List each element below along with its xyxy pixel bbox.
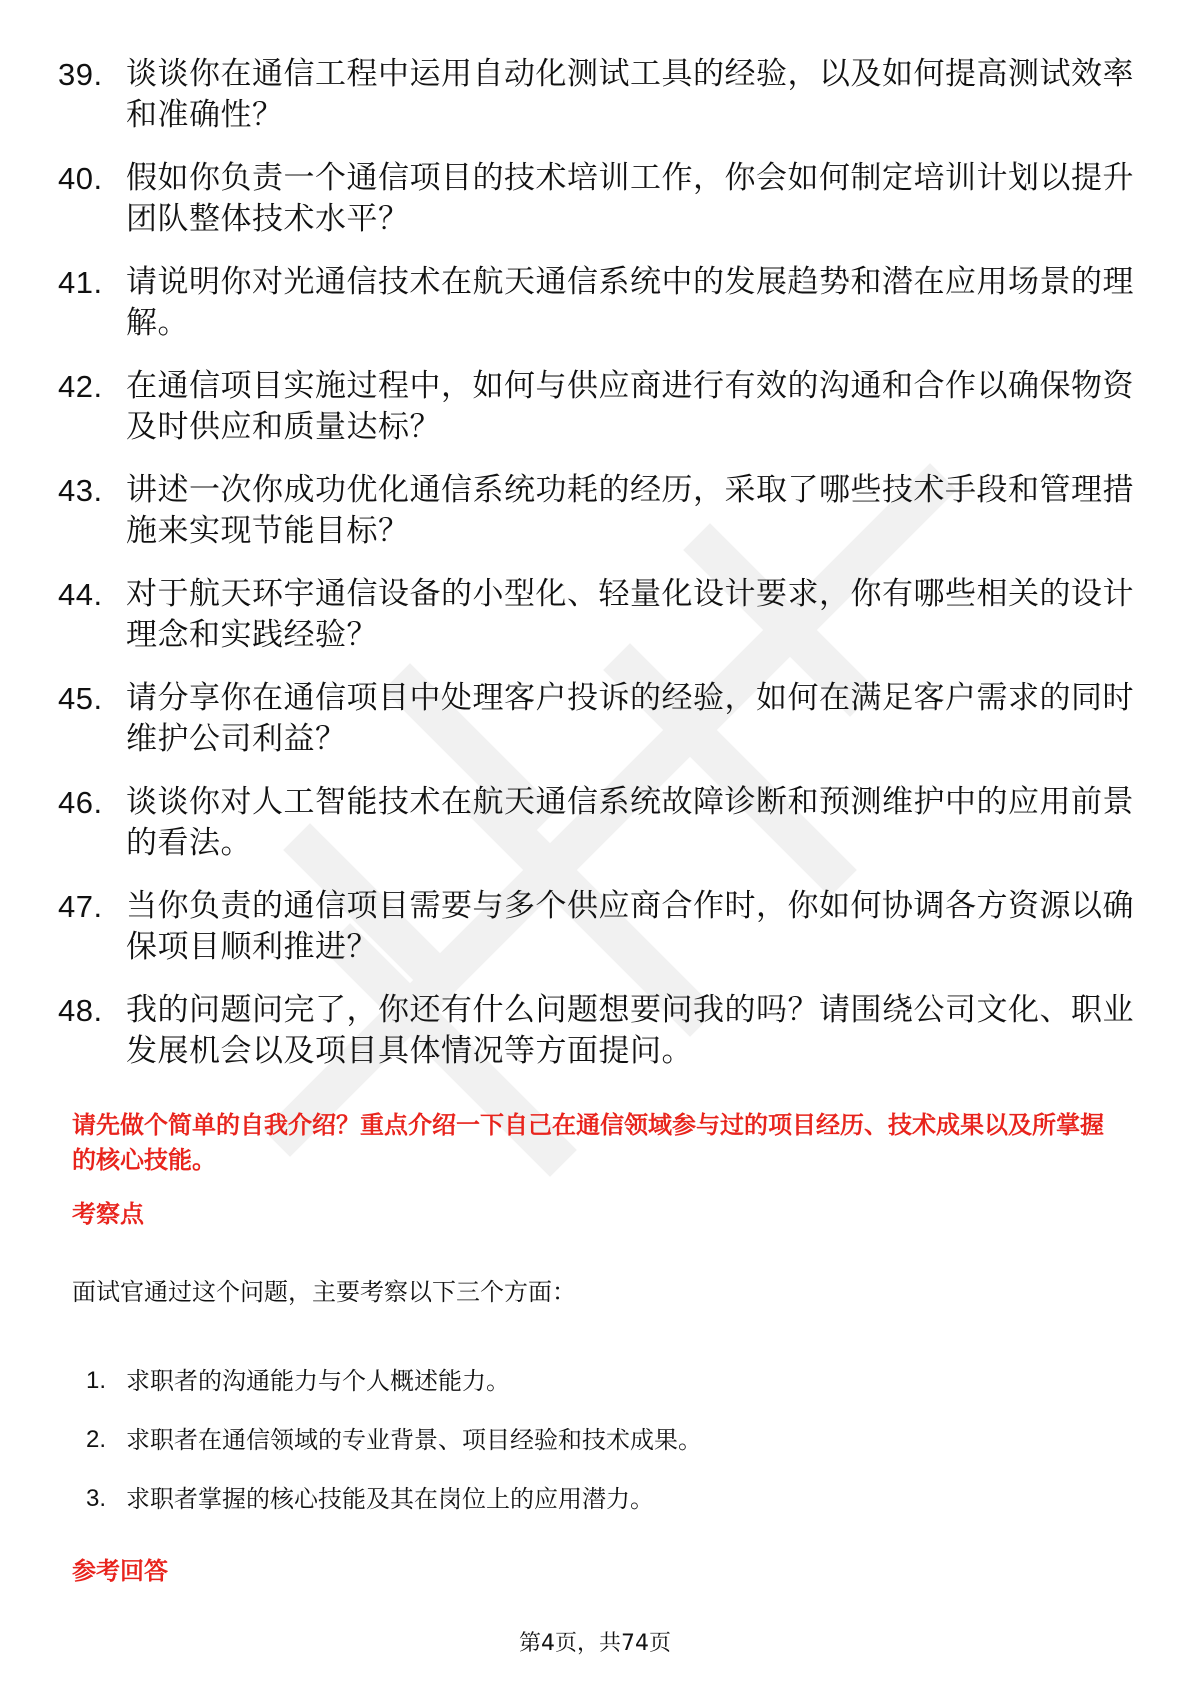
- question-text: 在通信项目实施过程中，如何与供应商进行有效的沟通和合作以确保物资及时供应和质量达标？: [126, 368, 1134, 445]
- question-item: [58, 990, 1138, 1072]
- question-item: [58, 678, 1138, 760]
- question-item: [58, 262, 1138, 344]
- focus-point-number: 2.: [86, 1426, 107, 1453]
- question-item: [58, 54, 1138, 136]
- page-footer: 第4页，共74页: [519, 1631, 671, 1656]
- question-item: [58, 470, 1138, 552]
- focus-point-text: 求职者在通信领域的专业背景、项目经验和技术成果。: [126, 1426, 702, 1454]
- question-number: 40.: [58, 161, 103, 196]
- question-number: 48.: [58, 993, 103, 1028]
- focus-point: [86, 1365, 702, 1397]
- focus-point: [86, 1424, 702, 1456]
- question-text: 当你负责的通信项目需要与多个供应商合作时，你如何协调各方资源以确保项目顺利推进？: [126, 888, 1134, 965]
- question-number: 44.: [58, 577, 103, 612]
- focus-point: [86, 1483, 702, 1515]
- question-number: 42.: [58, 369, 103, 404]
- question-text: 讲述一次你成功优化通信系统功耗的经历，采取了哪些技术手段和管理措施来实现节能目标？: [126, 472, 1134, 549]
- focus-intro: 面试官通过这个问题，主要考察以下三个方面：: [72, 1278, 576, 1306]
- question-item: [58, 574, 1138, 656]
- focus-point-number: 1.: [86, 1367, 107, 1394]
- focus-point-text: 求职者的沟通能力与个人概述能力。: [126, 1367, 510, 1395]
- question-item: [58, 366, 1138, 448]
- focus-point-number: 3.: [86, 1485, 107, 1512]
- question-number: 47.: [58, 889, 103, 924]
- highlight-question: 请先做个简单的自我介绍？重点介绍一下自己在通信领域参与过的项目经历、技术成果以及所掌握的核心技能。: [72, 1111, 1104, 1174]
- question-text: 请说明你对光通信技术在航天通信系统中的发展趋势和潜在应用场景的理解。: [126, 264, 1134, 341]
- question-number: 41.: [58, 265, 103, 300]
- question-number: 45.: [58, 681, 103, 716]
- question-text: 谈谈你对人工智能技术在航天通信系统故障诊断和预测维护中的应用前景的看法。: [126, 784, 1134, 861]
- question-text: 请分享你在通信项目中处理客户投诉的经验，如何在满足客户需求的同时维护公司利益？: [126, 680, 1134, 757]
- question-text: 我的问题问完了，你还有什么问题想要问我的吗？请围绕公司文化、职业发展机会以及项目具体情况等方面提问。: [126, 992, 1134, 1069]
- focus-point-text: 求职者掌握的核心技能及其在岗位上的应用潜力。: [126, 1485, 654, 1513]
- question-text: 假如你负责一个通信项目的技术培训工作，你会如何制定培训计划以提升团队整体技术水平？: [126, 160, 1134, 237]
- question-number: 43.: [58, 473, 103, 508]
- question-list: [58, 54, 1138, 1094]
- question-item: [58, 782, 1138, 864]
- question-item: [58, 886, 1138, 968]
- question-text: 谈谈你在通信工程中运用自动化测试工具的经验，以及如何提高测试效率和准确性？: [126, 56, 1134, 133]
- focus-point-list: [86, 1365, 702, 1542]
- answer-heading: 参考回答: [72, 1557, 168, 1585]
- focus-heading: 考察点: [72, 1200, 144, 1228]
- question-number: 46.: [58, 785, 103, 820]
- question-item: [58, 158, 1138, 240]
- question-number: 39.: [58, 57, 103, 92]
- question-text: 对于航天环宇通信设备的小型化、轻量化设计要求，你有哪些相关的设计理念和实践经验？: [126, 576, 1134, 653]
